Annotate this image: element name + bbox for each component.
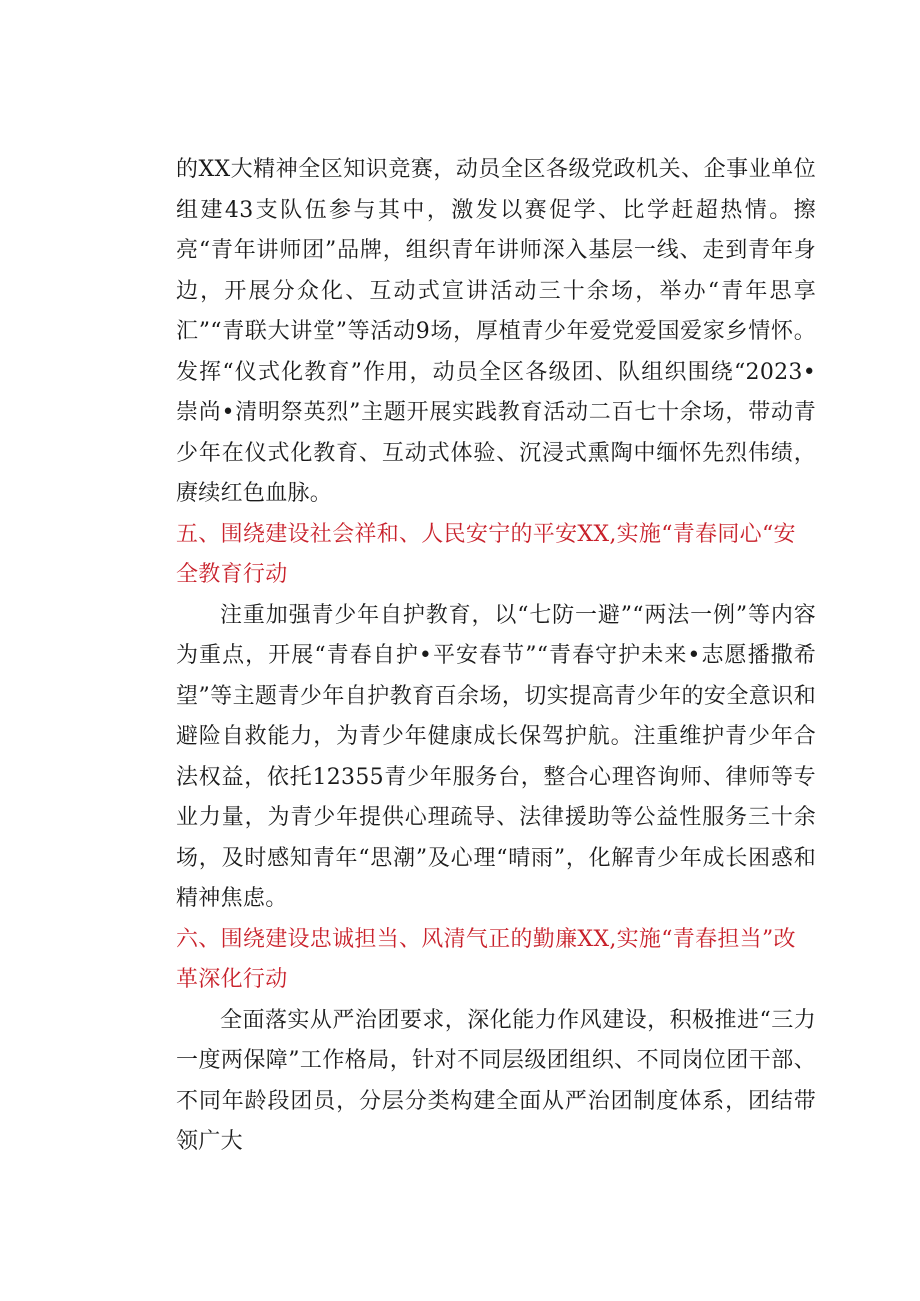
- paragraph-safety-education: 注重加强青少年自护教育，以“七防一避”“两法一例”等内容为重点，开展“青春自护•平安春节”“青春守护未来•志愿播撒希望”等主题青少年自护教育百余场，切实提高青少年的安全意识和避险自救能力，为青少年健康成长保驾护航。注重维护青少年合法权益，依托12355青少年服务台，整合心理咨询师、律师等专业力量，为青少年提供心理疏导、法律援助等公益性服务三十余场，及时感知青年“思潮”及心理“晴雨”，化解青少年成长困惑和精神焦虑。: [176, 602, 816, 911]
- paragraph-reform: 全面落实从严治团要求，深化能力作风建设，积极推进“三力一度两保障”工作格局，针对不同层级团组织、不同岗位团干部、不同年龄段团员，分层分类构建全面从严治团制度体系，团结带领广大: [176, 1007, 816, 1154]
- section-heading-five: 五、围绕建设社会祥和、人民安宁的平安XX,实施“青春同心“安全教育行动: [176, 521, 796, 587]
- section-heading-six: 六、围绕建设忠诚担当、风清气正的勤廉XX,实施“青春担当”改革深化行动: [176, 926, 796, 992]
- document-body: [176, 150, 816, 1163]
- paragraph-continuation: 的XX大精神全区知识竞赛，动员全区各级党政机关、企事业单位组建43支队伍参与其中，激发以赛促学、比学赶超热情。擦亮“青年讲师团”品牌，组织青年讲师深入基层一线、走到青年身边，开展分众化、互动式宣讲活动三十余场，举办“青年思享汇”“青联大讲堂”等活动9场，厚植青少年爱党爱国爱家乡情怀。发挥“仪式化教育”作用，动员全区各级团、队组织围绕“2023•崇尚•清明祭英烈”主题开展实践教育活动二百七十余场，带动青少年在仪式化教育、互动式体验、沉浸式熏陶中缅怀先烈伟绩，赓续红色血脉。: [176, 157, 816, 506]
